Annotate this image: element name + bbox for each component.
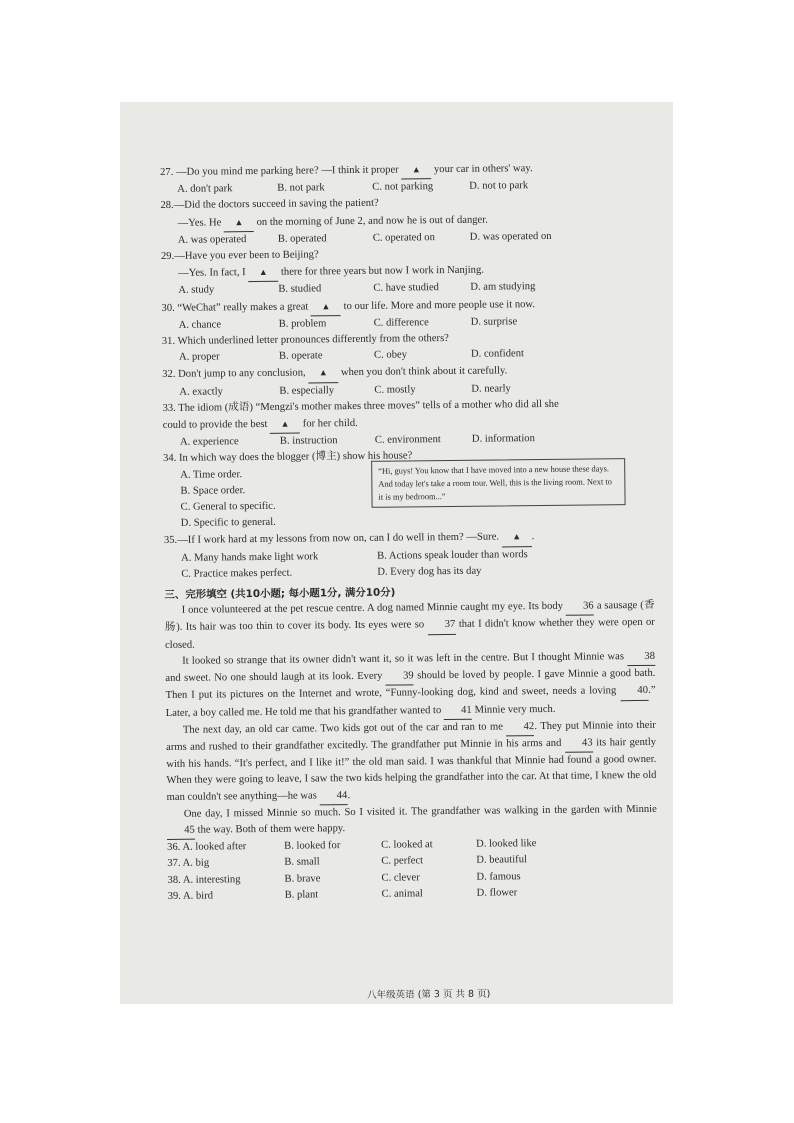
question-28: 28.—Did the doctors succeed in saving the patient? —Yes. He ▲ on the morning of June 2, and now he is out of danger. A. was operated B. operated C. operated on D. was operated on — [160, 193, 651, 249]
answer-blank: ▲ — [502, 529, 532, 548]
answer-blank: ▲ — [311, 298, 341, 317]
option-b: B. especially — [279, 384, 335, 397]
cloze-blank: 43 — [565, 735, 593, 752]
option-c: C. Practice makes perfect. — [181, 567, 293, 580]
paragraph-2: It looked so strange that its owner didn't want it, so it was left in the centre. But I thought Minnie was 38 and sweet. No one should laugh at its look. Every 39 should be loved by people. I gave Minnie a good bath. Then I put its pictures on the Internet and wrote, “Funny-looking dog, kind and sweet, needs a loving 40.” Later, a boy called me. He told me that his grandfather wanted to 41 Minnie very much. — [165, 649, 656, 723]
option-c: C. difference — [373, 317, 429, 329]
cloze-blank: 41 — [444, 702, 472, 719]
option-d: D. Specific to general. — [180, 517, 276, 530]
document-photo — [120, 102, 673, 1004]
cloze-blank: 37 — [427, 617, 455, 634]
option-d: D. confident — [470, 348, 525, 360]
option-a: A. Many hands make light work — [181, 551, 319, 564]
section-heading: 三、完形填空 (共10小题; 每小题1分, 满分10分) — [164, 586, 396, 602]
paragraph-4: One day, I missed Minnie so much. So I visited it. The grandfather was walking in the garden with Minnie 45 the way. Both of them were happy. — [167, 802, 657, 841]
question-27: 27. —Do you mind me parking here? —I think it proper ▲ your car in others' way. A. don't park B. not park C. not parking D. not to park — [160, 159, 650, 199]
option-a: A. don't park — [177, 183, 233, 196]
option-c: C. have studied — [373, 282, 439, 295]
option-a: A. chance — [178, 319, 222, 331]
option-c: C. environment — [374, 434, 441, 447]
cloze-blank: 36 — [566, 599, 594, 616]
cloze-blank: 40 — [620, 683, 648, 700]
question-31: 31. Which underlined letter pronounces differently from the others? A. proper B. operate C. obey D. confident — [162, 329, 652, 367]
option-c: C. operated on — [372, 231, 435, 244]
cloze-option-row-38: 38. A. interesting B. brave C. clever D. famous — [167, 870, 521, 886]
cloze-blank: 44 — [319, 788, 347, 805]
answer-blank: ▲ — [308, 365, 338, 384]
cloze-blank: 38 — [627, 649, 655, 666]
option-d: D. information — [471, 433, 535, 445]
question-29: 29.—Have you ever been to Beijing? —Yes. In fact, I ▲ there for three years but now I work in Nanjing. A. study B. studied C. have studied D. am studying — [161, 244, 652, 300]
cloze-option-row-37: 37. A. big B. small C. perfect D. beautiful — [167, 854, 527, 870]
paragraph-1: I once volunteered at the pet rescue centre. A dog named Minnie caught my eye. Its body 36 a sausage (香肠). Its hair was too thin to cover its body. Its eyes were so 37 that I didn't know whether they were open or closed. — [164, 600, 655, 651]
paragraph-3: The next day, an old car came. Two kids got out of the car and ran to me 42. They put Minnie into their arms and rushed to their grandfather excitedly. The grandfather put Minnie in his arms and 43 its hair gently with his hands. “It's perfect, and I like it!” the old man said. I was thankful that Minnie had found a good owner. When they were going to leave, I saw the two kids helping the grandfather into the car. At that time, I knew the old man couldn't see anything—he was 44. — [166, 718, 657, 807]
option-c: C. General to specific. — [180, 500, 276, 513]
question-30: 30. “WeChat” really makes a great ▲ to our life. More and more people use it now. A. chance B. problem C. difference D. surprise — [161, 294, 651, 334]
option-b: B. operate — [278, 350, 323, 362]
question-34: 34. In which way does the blogger (博主) show his house? A. Time order. B. Space order. C. General to specific. D. Specific to general. “Hi, guys! You know that I have moved into a new house these days. And today let's take a room tour. Well, this is the living room. Next to it is my bedroom...” — [163, 446, 654, 532]
question-35: 35.—If I work hard at my lessons from now on, can I do well in them? —Sure. ▲ . A. Many hands make light work B. Actions speak louder than words C. Practice makes perfect. D. Every dog has its day — [164, 527, 655, 583]
option-d: D. not to park — [469, 180, 529, 192]
option-a: A. was operated — [177, 233, 247, 246]
option-d: D. was operated on — [469, 230, 552, 243]
cloze-option-row-36: 36. A. looked after B. looked for C. looked at D. looked like — [167, 838, 537, 854]
option-b: B. Space order. — [180, 484, 246, 497]
cloze-blank: 45 — [167, 823, 195, 840]
question-32: 32. Don't jump to any conclusion, ▲ when you don't think about it carefully. A. exactly B. especially C. mostly D. nearly — [162, 361, 652, 401]
cloze-passage — [165, 598, 657, 840]
cloze-options — [167, 835, 658, 905]
answer-blank: ▲ — [248, 264, 278, 283]
cloze-blank: 42 — [506, 719, 534, 736]
option-a: A. proper — [178, 351, 220, 364]
option-d: D. surprise — [470, 316, 518, 328]
option-b: B. not park — [277, 182, 325, 194]
blog-quote-box: “Hi, guys! You know that I have moved into a new house these days. And today let's take a room tour. Well, this is the living room. Next to it is my bedroom...” — [371, 459, 625, 509]
option-a: A. Time order. — [180, 468, 243, 481]
cloze-option-row-39: 39. A. bird B. plant C. animal D. flower — [167, 887, 518, 902]
option-b: B. Actions speak louder than words — [377, 548, 528, 562]
option-b: B. instruction — [279, 435, 338, 448]
option-c: C. not parking — [372, 181, 434, 193]
option-c: C. obey — [373, 349, 408, 362]
option-a: A. experience — [179, 436, 239, 449]
exam-page — [160, 159, 658, 1001]
cloze-blank: 39 — [386, 668, 414, 685]
option-d: D. Every dog has its day — [377, 565, 482, 578]
answer-blank: ▲ — [224, 214, 254, 233]
option-c: C. mostly — [374, 383, 416, 396]
page-footer: 八年级英语 (第 3 页 共 8 页) — [367, 988, 491, 1001]
option-d: D. nearly — [471, 382, 511, 395]
option-a: A. study — [178, 284, 215, 297]
answer-blank: ▲ — [401, 161, 431, 180]
option-d: D. am studying — [470, 281, 536, 294]
answer-blank: ▲ — [270, 416, 300, 435]
option-b: B. problem — [278, 318, 327, 330]
option-a: A. exactly — [179, 385, 223, 398]
option-b: B. operated — [277, 233, 327, 245]
option-b: B. studied — [278, 283, 322, 296]
question-33: 33. The idiom (成语) “Mengzi's mother makes three moves” tells of a mother who did all she could to provide the best ▲ for her child. A. experience B. instruction C. environment D. information — [162, 396, 653, 452]
